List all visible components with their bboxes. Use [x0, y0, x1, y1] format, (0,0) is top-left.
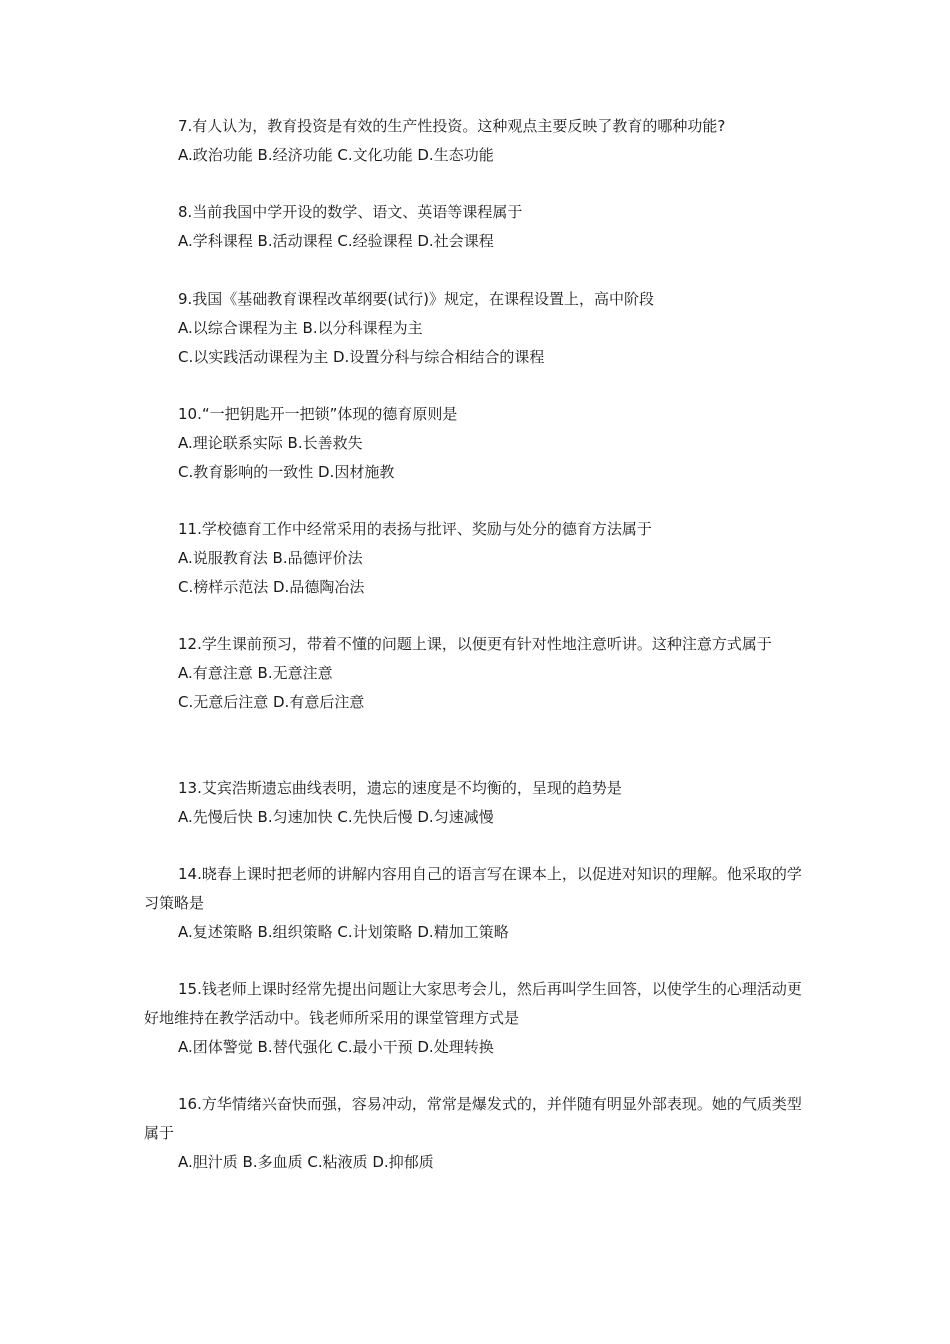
question-stem: 10.“一把钥匙开一把锁”体现的德育原则是	[178, 405, 458, 423]
question-options: A.有意注意 B.无意注意	[178, 664, 333, 682]
question-14	[144, 860, 810, 947]
question-options: A.复述策略 B.组织策略 C.计划策略 D.精加工策略	[178, 923, 509, 941]
question-8	[144, 198, 810, 256]
question-options: A.学科课程 B.活动课程 C.经验课程 D.社会课程	[178, 232, 494, 250]
question-options: A.说服教育法 B.品德评价法	[178, 549, 363, 567]
question-stem: 16.方华情绪兴奋快而强，容易冲动，常常是爆发式的，并伴随有明显外部表现。她的气质类型属于	[144, 1095, 802, 1142]
question-9	[144, 285, 810, 372]
question-options: A.理论联系实际 B.长善救失	[178, 434, 363, 452]
question-11	[144, 515, 810, 602]
question-stem: 13.艾宾浩斯遗忘曲线表明，遗忘的速度是不均衡的，呈现的趋势是	[178, 779, 622, 797]
question-10	[144, 400, 810, 487]
question-stem: 15.钱老师上课时经常先提出问题让大家思考会儿，然后再叫学生回答，以使学生的心理活动更好地维持在教学活动中。钱老师所采用的课堂管理方式是	[144, 980, 802, 1027]
question-options: C.以实践活动课程为主 D.设置分科与综合相结合的课程	[178, 348, 545, 366]
question-options: A.政治功能 B.经济功能 C.文化功能 D.生态功能	[178, 146, 494, 164]
question-options: A.胆汁质 B.多血质 C.粘液质 D.抑郁质	[178, 1153, 434, 1171]
question-options: C.教育影响的一致性 D.因材施教	[178, 463, 395, 481]
question-stem: 8.当前我国中学开设的数学、语文、英语等课程属于	[178, 203, 523, 221]
question-stem: 7.有人认为，教育投资是有效的生产性投资。这种观点主要反映了教育的哪种功能?	[178, 117, 726, 135]
question-options: A.先慢后快 B.匀速加快 C.先快后慢 D.匀速减慢	[178, 808, 494, 826]
question-options: C.榜样示范法 D.品德陶冶法	[178, 578, 365, 596]
question-15	[144, 975, 810, 1062]
question-options: A.以综合课程为主 B.以分科课程为主	[178, 319, 423, 337]
question-stem: 9.我国《基础教育课程改革纲要(试行)》规定，在课程设置上，高中阶段	[178, 290, 655, 308]
question-stem: 12.学生课前预习，带着不懂的问题上课，以便更有针对性地注意听讲。这种注意方式属于	[178, 635, 772, 653]
question-12	[144, 630, 810, 717]
question-7	[144, 112, 810, 170]
question-13	[144, 774, 810, 832]
question-options: A.团体警觉 B.替代强化 C.最小干预 D.处理转换	[178, 1038, 494, 1056]
question-stem: 14.晓春上课时把老师的讲解内容用自己的语言写在课本上，以促进对知识的理解。他采取的学习策略是	[144, 865, 802, 912]
question-options: C.无意后注意 D.有意后注意	[178, 693, 365, 711]
question-stem: 11.学校德育工作中经常采用的表扬与批评、奖励与处分的德育方法属于	[178, 520, 652, 538]
question-16	[144, 1090, 810, 1177]
